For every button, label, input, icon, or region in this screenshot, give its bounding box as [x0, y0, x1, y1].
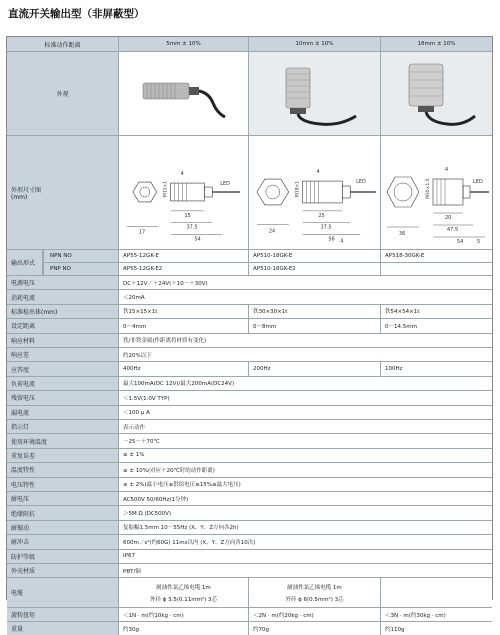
pnp-model-1: AP55-12GK-E2	[123, 265, 163, 272]
spec-label: 防护等级	[7, 550, 119, 563]
spec-label: 重复误差	[7, 449, 119, 462]
header-col-3: 18mm ± 10%	[381, 37, 492, 51]
dimension-drawing-3	[381, 136, 492, 249]
header-col-2: 10mm ± 10%	[249, 37, 381, 51]
dimension-row	[7, 135, 492, 249]
header-label: 标准动作距离	[7, 37, 119, 51]
spec-label: 指示灯	[7, 420, 119, 433]
dim2-d: 24	[268, 228, 276, 235]
npn-model-3: AP518-30GK-E	[381, 250, 492, 263]
spec-value-1: 铁15×15×1t	[119, 305, 249, 318]
weight-value-2: 约70g	[249, 622, 381, 635]
dim2-top: 4	[316, 168, 320, 175]
spec-row	[7, 333, 492, 347]
spec-row	[7, 361, 492, 375]
spec-row	[7, 433, 492, 447]
output-form-row	[7, 249, 492, 275]
dim1-led: LED	[220, 180, 230, 187]
spec-row	[7, 275, 492, 289]
cable-2-line-1: 耐油性氯乙烯电缆 1m	[287, 584, 342, 591]
dim3-b: 47.5	[447, 226, 459, 233]
dim3-e: 5	[477, 238, 481, 245]
cable-1-line-2: 外径 ϕ 3.5(0.11mm²) 3芯	[149, 596, 218, 603]
sensor-photo-3	[381, 52, 492, 135]
spec-value: DC＋12V／＋24V(＋10－＋30V)	[119, 276, 492, 289]
dim3-d: 36	[399, 230, 406, 237]
dim2-b: 37.5	[320, 224, 332, 231]
spec-value: ≤ ± 1%	[119, 449, 492, 462]
spec-label: 电源电压	[7, 276, 119, 289]
torque-value-1: ＜1N · m(约10kg · cm)	[119, 608, 249, 621]
pnp-label: PNP NO	[43, 263, 119, 276]
spec-row	[7, 534, 492, 548]
spec-label: 响应差	[7, 348, 119, 361]
appearance-label: 外观	[7, 52, 119, 135]
sensor-photo-1	[119, 52, 249, 135]
spec-label: 耐振动	[7, 521, 119, 534]
dim2-a: 25	[318, 212, 325, 219]
dim2-thread: M18×1	[295, 180, 301, 197]
output-form-label: 输出形式	[7, 250, 43, 275]
spec-row	[7, 405, 492, 419]
spec-row	[7, 347, 492, 361]
header-row	[7, 37, 492, 51]
spec-value: 600m／s²(约60G) 11ms以内 (X、Y、Z方向各10次)	[119, 535, 492, 548]
torque-row	[7, 607, 492, 621]
weight-row	[7, 621, 492, 635]
dim1-b: 37.5	[186, 224, 198, 231]
spec-row	[7, 549, 492, 563]
dim3-thread: M30×1.5	[426, 177, 431, 199]
dim3-led: LED	[473, 178, 483, 185]
dim1-d: 17	[138, 229, 146, 236]
spec-label: 消耗电流	[7, 290, 119, 303]
spec-value-2: 200Hz	[249, 362, 381, 375]
spec-value-1: 400Hz	[119, 362, 249, 375]
spec-label: 标准检出体(mm)	[7, 305, 119, 318]
page-title: 直流开关输出型（非屏蔽型）	[8, 8, 145, 20]
spec-table	[6, 36, 493, 634]
spec-row	[7, 477, 492, 491]
spec-value: 最大100mA(DC 12V)/最大200mA(DC24V)	[119, 377, 492, 390]
spec-label: 耐冲击	[7, 535, 119, 548]
dim3-top: 4	[445, 166, 449, 173]
cable-row	[7, 577, 492, 607]
spec-label: 漏电流	[7, 406, 119, 419]
weight-value-3: 约110g	[381, 622, 492, 635]
npn-label: NPN NO	[43, 250, 119, 263]
spec-row	[7, 563, 492, 577]
dim1-a: 15	[184, 212, 191, 219]
spec-value: －25－＋70℃	[119, 434, 492, 447]
spec-row	[7, 304, 492, 318]
dim2-led: LED	[356, 178, 366, 185]
spec-row	[7, 448, 492, 462]
cable-1-line-1: 耐油性氯乙烯电缆 1m	[156, 584, 211, 591]
spec-value: ＜1.5V(1.0V TYP)	[119, 391, 492, 404]
dim1-top: 4	[180, 170, 184, 177]
spec-value: ≤ ± 2%(最小电压≤供给电压≤15%≤最大电压)	[119, 478, 492, 491]
appearance-row	[7, 51, 492, 135]
dim1-c: 54	[194, 236, 201, 243]
pnp-model-2: AP510-18GK-E2	[253, 265, 296, 272]
spec-value-2: 0－8mm	[249, 319, 381, 332]
spec-value: ＜20mA	[119, 290, 492, 303]
dim2-c: 56	[328, 236, 335, 243]
spec-value-2: 铁30×30×1t	[249, 305, 381, 318]
sensor-photo-2	[249, 52, 381, 135]
dim2-e: 4	[340, 238, 344, 245]
spec-row	[7, 462, 492, 476]
npn-model-1: AP55-12GK-E	[119, 250, 248, 263]
header-col-1: 5mm ± 10%	[119, 37, 249, 51]
spec-row	[7, 376, 492, 390]
spec-value-3: 100Hz	[381, 362, 492, 375]
spec-value-3: 0－14.5mm	[381, 319, 492, 332]
dimension-label: 外形尺寸图 (mm)	[7, 136, 119, 249]
npn-model-2: AP510-18GK-E	[249, 250, 380, 263]
spec-label: 设定距离	[7, 319, 119, 332]
spec-label: 使用环境温度	[7, 434, 119, 447]
spec-value: ＞5M Ω (DC500V)	[119, 506, 492, 519]
spec-value: 复振幅1.5mm 10－55Hz (X、Y、Z方向各2h)	[119, 521, 492, 534]
weight-label: 重量	[7, 622, 119, 635]
spec-label: 应答度	[7, 362, 119, 375]
dim3-a: 20	[445, 214, 452, 221]
spec-row	[7, 505, 492, 519]
spec-row	[7, 318, 492, 332]
spec-label: 响应材料	[7, 334, 119, 347]
spec-value: ＜100 μ A	[119, 406, 492, 419]
spec-label: 耐电压	[7, 492, 119, 505]
spec-row	[7, 491, 492, 505]
spec-value: 表示动作	[119, 420, 492, 433]
spec-row	[7, 390, 492, 404]
spec-label: 负荷电流	[7, 377, 119, 390]
spec-label: 外壳材质	[7, 564, 119, 577]
cable-label: 电缆	[7, 578, 119, 607]
dim3-c: 54	[457, 238, 464, 245]
pnp-model-3	[381, 263, 492, 276]
spec-value: PBT/铜	[119, 564, 492, 577]
spec-value: 铁/非铁金属(作距离将材质有变化)	[119, 334, 492, 347]
spec-row	[7, 520, 492, 534]
spec-value: AC500V 50/60Hz(1分钟)	[119, 492, 492, 505]
torque-label: 旋转扭矩	[7, 608, 119, 621]
spec-row	[7, 419, 492, 433]
spec-label: 温度特性	[7, 463, 119, 476]
torque-value-3: ＜3N · m(约30kg · cm)	[381, 608, 492, 621]
weight-value-1: 约30g	[119, 622, 249, 635]
spec-value-3: 铁54×54×1t	[381, 305, 492, 318]
spec-value: ≤ ± 10%(对应＋20℃时的动作距离)	[119, 463, 492, 476]
spec-value: 约20%以下	[119, 348, 492, 361]
spec-value-1: 0－4mm	[119, 319, 249, 332]
cable-2-line-2: 外径 ϕ 6(0.5mm²) 3芯	[285, 596, 344, 603]
spec-label: 绝缘阻抗	[7, 506, 119, 519]
spec-row	[7, 289, 492, 303]
dimension-drawing-1	[119, 136, 249, 249]
spec-label: 残留电压	[7, 391, 119, 404]
spec-label: 电压特性	[7, 478, 119, 491]
dim1-thread: M12×1	[163, 180, 169, 197]
dimension-drawing-2	[249, 136, 381, 249]
torque-value-2: ＜2N · m(约20kg · cm)	[249, 608, 381, 621]
spec-value: IP67	[119, 550, 492, 563]
